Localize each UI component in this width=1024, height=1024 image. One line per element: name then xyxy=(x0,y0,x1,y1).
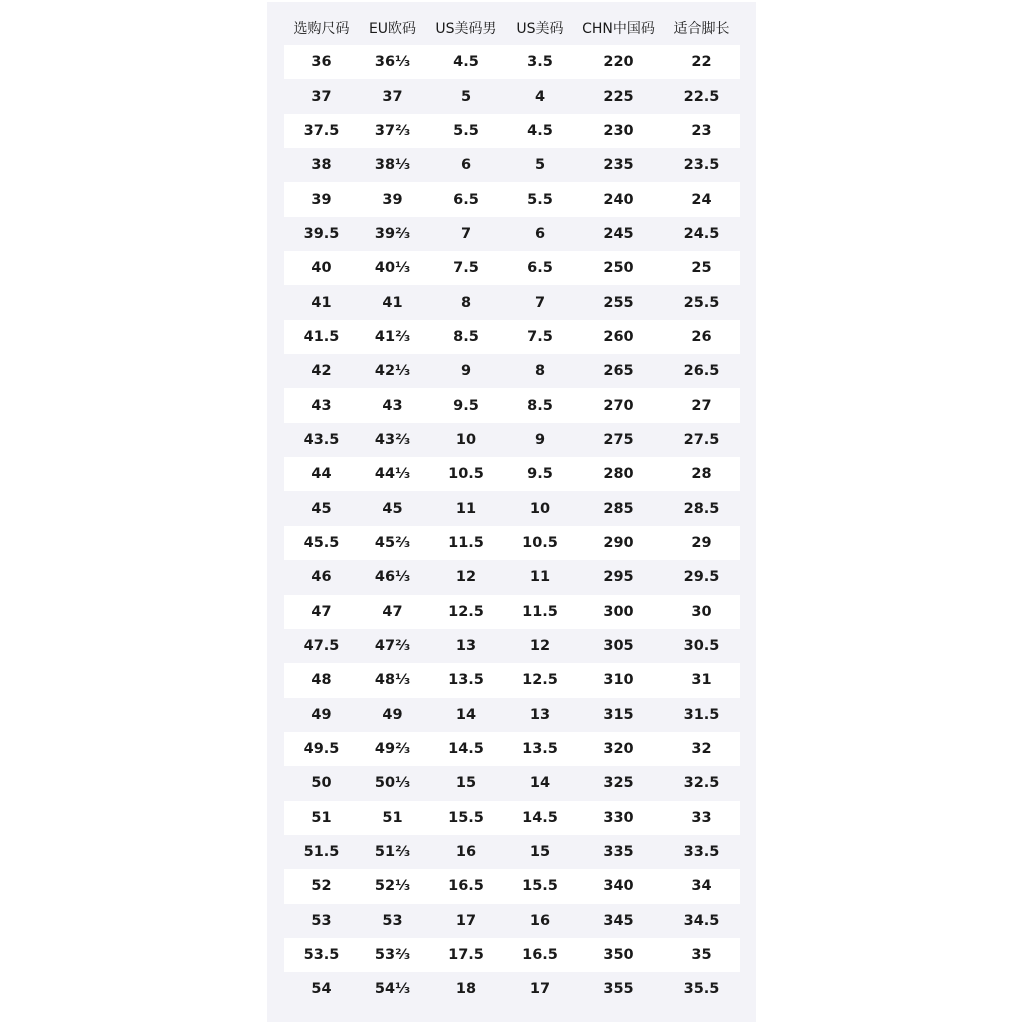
cell-us-men-size: 7 xyxy=(460,225,472,242)
cell-chn-size: 260 xyxy=(574,320,663,354)
size-chart-header xyxy=(284,11,740,45)
cell-eu-size: 51 xyxy=(359,801,426,835)
cell-chn-size: 240 xyxy=(574,182,663,216)
cell-us-men-size: 15 xyxy=(455,775,477,792)
cell-eu-size: 51⅔ xyxy=(374,844,411,861)
cell-chn-size: 325 xyxy=(603,775,634,792)
cell-chn-size: 340 xyxy=(574,869,663,903)
cell-foot-length: 35.5 xyxy=(683,981,720,998)
cell-chn-size: 330 xyxy=(574,801,663,835)
cell-us-men-size: 16 xyxy=(455,844,477,861)
cell-us-men-size: 9.5 xyxy=(426,388,506,422)
cell-selected-size: 52 xyxy=(284,869,359,903)
table-row xyxy=(284,285,740,319)
cell-eu-size: 52⅓ xyxy=(359,869,426,903)
cell-eu-size: 54⅓ xyxy=(374,981,411,998)
cell-eu-size: 47⅔ xyxy=(374,638,411,655)
cell-foot-length: 34 xyxy=(663,869,740,903)
cell-eu-size: 48⅓ xyxy=(359,663,426,697)
cell-us-size: 5.5 xyxy=(506,182,574,216)
cell-selected-size: 46 xyxy=(311,569,332,586)
cell-selected-size: 43.5 xyxy=(303,431,340,448)
cell-us-size: 15 xyxy=(529,844,551,861)
cell-selected-size: 50 xyxy=(311,775,332,792)
header-eu-size: EU欧码 xyxy=(368,21,417,37)
size-chart-body xyxy=(284,45,740,1007)
cell-selected-size: 43 xyxy=(284,388,359,422)
cell-selected-size: 42 xyxy=(311,363,332,380)
cell-selected-size: 53 xyxy=(311,912,332,929)
cell-us-size: 15.5 xyxy=(506,869,574,903)
cell-us-size: 5 xyxy=(534,157,546,174)
cell-us-men-size: 5.5 xyxy=(426,114,506,148)
cell-us-size: 16.5 xyxy=(506,938,574,972)
cell-us-men-size: 14.5 xyxy=(426,732,506,766)
cell-us-men-size: 14 xyxy=(455,706,477,723)
table-row xyxy=(284,114,740,148)
size-chart-panel xyxy=(267,2,756,1022)
table-row xyxy=(284,457,740,491)
cell-us-size: 17 xyxy=(529,981,551,998)
cell-us-men-size: 17 xyxy=(455,912,477,929)
cell-eu-size: 53⅔ xyxy=(359,938,426,972)
cell-foot-length: 26 xyxy=(663,320,740,354)
cell-foot-length: 25 xyxy=(663,251,740,285)
table-row xyxy=(284,217,740,251)
cell-us-size: 9 xyxy=(534,431,546,448)
cell-chn-size: 270 xyxy=(574,388,663,422)
cell-foot-length: 32.5 xyxy=(683,775,720,792)
cell-selected-size: 51.5 xyxy=(303,844,340,861)
cell-us-men-size: 10 xyxy=(455,431,477,448)
table-row xyxy=(284,79,740,113)
cell-us-men-size: 12 xyxy=(455,569,477,586)
cell-chn-size: 345 xyxy=(603,912,634,929)
cell-selected-size: 39.5 xyxy=(303,225,340,242)
cell-us-size: 4 xyxy=(534,88,546,105)
table-row xyxy=(284,354,740,388)
table-row xyxy=(284,766,740,800)
cell-foot-length: 34.5 xyxy=(683,912,720,929)
cell-eu-size: 37 xyxy=(382,88,403,105)
header-chn-size: CHN中国码 xyxy=(582,21,655,37)
table-row xyxy=(284,835,740,869)
cell-selected-size: 49.5 xyxy=(284,732,359,766)
table-row xyxy=(284,320,740,354)
cell-foot-length: 30.5 xyxy=(683,638,720,655)
cell-chn-size: 300 xyxy=(574,595,663,629)
cell-us-size: 6.5 xyxy=(506,251,574,285)
size-chart-table xyxy=(284,11,740,1007)
cell-eu-size: 53 xyxy=(382,912,403,929)
cell-us-men-size: 6.5 xyxy=(426,182,506,216)
table-row xyxy=(284,904,740,938)
cell-eu-size: 40⅓ xyxy=(359,251,426,285)
cell-selected-size: 41 xyxy=(311,294,332,311)
cell-eu-size: 36⅓ xyxy=(359,45,426,79)
cell-eu-size: 37⅔ xyxy=(359,114,426,148)
cell-us-men-size: 10.5 xyxy=(426,457,506,491)
cell-eu-size: 49⅔ xyxy=(359,732,426,766)
cell-eu-size: 43⅔ xyxy=(374,431,411,448)
cell-chn-size: 280 xyxy=(574,457,663,491)
cell-us-men-size: 7.5 xyxy=(426,251,506,285)
cell-foot-length: 24.5 xyxy=(683,225,720,242)
cell-selected-size: 37 xyxy=(311,88,332,105)
cell-us-men-size: 18 xyxy=(455,981,477,998)
cell-foot-length: 30 xyxy=(663,595,740,629)
cell-foot-length: 27 xyxy=(663,388,740,422)
cell-foot-length: 28 xyxy=(663,457,740,491)
cell-chn-size: 220 xyxy=(574,45,663,79)
cell-chn-size: 290 xyxy=(574,526,663,560)
cell-us-size: 11 xyxy=(529,569,551,586)
cell-us-size: 14.5 xyxy=(506,801,574,835)
cell-chn-size: 355 xyxy=(603,981,634,998)
table-row xyxy=(284,698,740,732)
cell-us-size: 12.5 xyxy=(506,663,574,697)
cell-foot-length: 23 xyxy=(663,114,740,148)
cell-us-size: 12 xyxy=(529,638,551,655)
cell-foot-length: 32 xyxy=(663,732,740,766)
table-row xyxy=(284,182,740,216)
cell-foot-length: 25.5 xyxy=(683,294,720,311)
table-row xyxy=(284,869,740,903)
cell-chn-size: 225 xyxy=(603,88,634,105)
cell-selected-size: 36 xyxy=(284,45,359,79)
cell-us-men-size: 16.5 xyxy=(426,869,506,903)
cell-chn-size: 295 xyxy=(603,569,634,586)
cell-foot-length: 33.5 xyxy=(683,844,720,861)
cell-foot-length: 33 xyxy=(663,801,740,835)
cell-foot-length: 24 xyxy=(663,182,740,216)
cell-eu-size: 45⅔ xyxy=(359,526,426,560)
table-row xyxy=(284,148,740,182)
cell-foot-length: 23.5 xyxy=(683,157,720,174)
cell-eu-size: 39 xyxy=(359,182,426,216)
cell-us-men-size: 15.5 xyxy=(426,801,506,835)
cell-chn-size: 350 xyxy=(574,938,663,972)
cell-chn-size: 255 xyxy=(603,294,634,311)
cell-chn-size: 235 xyxy=(603,157,634,174)
table-row xyxy=(284,423,740,457)
cell-foot-length: 28.5 xyxy=(683,500,720,517)
cell-chn-size: 305 xyxy=(603,638,634,655)
cell-selected-size: 40 xyxy=(284,251,359,285)
cell-eu-size: 43 xyxy=(359,388,426,422)
table-row xyxy=(284,491,740,525)
table-row xyxy=(284,663,740,697)
header-selected-size: 选购尺码 xyxy=(293,21,350,37)
cell-foot-length: 22 xyxy=(663,45,740,79)
cell-us-men-size: 9 xyxy=(460,363,472,380)
table-row xyxy=(284,595,740,629)
cell-us-size: 10 xyxy=(529,500,551,517)
cell-foot-length: 31 xyxy=(663,663,740,697)
cell-chn-size: 315 xyxy=(603,706,634,723)
cell-eu-size: 41 xyxy=(382,294,403,311)
header-us-men-size: US美码男 xyxy=(435,21,497,37)
cell-selected-size: 45.5 xyxy=(284,526,359,560)
cell-us-men-size: 11 xyxy=(455,500,477,517)
table-row xyxy=(284,560,740,594)
cell-us-men-size: 8 xyxy=(460,294,472,311)
table-row xyxy=(284,732,740,766)
cell-us-size: 4.5 xyxy=(506,114,574,148)
cell-selected-size: 44 xyxy=(284,457,359,491)
cell-chn-size: 320 xyxy=(574,732,663,766)
cell-eu-size: 49 xyxy=(382,706,403,723)
cell-us-men-size: 6 xyxy=(460,157,472,174)
header-row xyxy=(284,11,740,45)
table-row xyxy=(284,972,740,1006)
cell-eu-size: 39⅔ xyxy=(374,225,411,242)
table-row xyxy=(284,801,740,835)
cell-selected-size: 51 xyxy=(284,801,359,835)
cell-us-size: 13.5 xyxy=(506,732,574,766)
table-row xyxy=(284,251,740,285)
table-row xyxy=(284,388,740,422)
cell-eu-size: 44⅓ xyxy=(359,457,426,491)
cell-us-size: 3.5 xyxy=(506,45,574,79)
cell-us-men-size: 17.5 xyxy=(426,938,506,972)
cell-us-men-size: 13.5 xyxy=(426,663,506,697)
cell-selected-size: 47 xyxy=(284,595,359,629)
cell-chn-size: 250 xyxy=(574,251,663,285)
cell-foot-length: 27.5 xyxy=(683,431,720,448)
cell-us-size: 16 xyxy=(529,912,551,929)
cell-foot-length: 29.5 xyxy=(683,569,720,586)
cell-eu-size: 47 xyxy=(359,595,426,629)
cell-foot-length: 29 xyxy=(663,526,740,560)
cell-selected-size: 48 xyxy=(284,663,359,697)
cell-chn-size: 230 xyxy=(574,114,663,148)
cell-us-men-size: 13 xyxy=(455,638,477,655)
cell-chn-size: 310 xyxy=(574,663,663,697)
cell-eu-size: 45 xyxy=(382,500,403,517)
cell-selected-size: 39 xyxy=(284,182,359,216)
header-us-size: US美码 xyxy=(516,21,564,37)
table-row xyxy=(284,45,740,79)
cell-chn-size: 335 xyxy=(603,844,634,861)
cell-eu-size: 50⅓ xyxy=(374,775,411,792)
cell-eu-size: 41⅔ xyxy=(359,320,426,354)
cell-us-size: 9.5 xyxy=(506,457,574,491)
cell-us-men-size: 5 xyxy=(460,88,472,105)
cell-selected-size: 54 xyxy=(311,981,332,998)
cell-foot-length: 31.5 xyxy=(683,706,720,723)
cell-us-size: 7 xyxy=(534,294,546,311)
cell-foot-length: 35 xyxy=(663,938,740,972)
cell-foot-length: 22.5 xyxy=(683,88,720,105)
header-foot-length: 适合脚长 xyxy=(673,21,730,37)
table-row xyxy=(284,629,740,663)
cell-us-size: 8.5 xyxy=(506,388,574,422)
cell-us-men-size: 11.5 xyxy=(426,526,506,560)
cell-chn-size: 285 xyxy=(603,500,634,517)
cell-us-size: 7.5 xyxy=(506,320,574,354)
cell-us-size: 14 xyxy=(529,775,551,792)
cell-foot-length: 26.5 xyxy=(683,363,720,380)
cell-chn-size: 275 xyxy=(603,431,634,448)
cell-selected-size: 37.5 xyxy=(284,114,359,148)
cell-us-men-size: 12.5 xyxy=(426,595,506,629)
cell-us-size: 11.5 xyxy=(506,595,574,629)
cell-eu-size: 46⅓ xyxy=(374,569,411,586)
cell-selected-size: 41.5 xyxy=(284,320,359,354)
cell-selected-size: 49 xyxy=(311,706,332,723)
cell-us-size: 13 xyxy=(529,706,551,723)
cell-selected-size: 45 xyxy=(311,500,332,517)
cell-selected-size: 53.5 xyxy=(284,938,359,972)
cell-eu-size: 42⅓ xyxy=(374,363,411,380)
cell-selected-size: 47.5 xyxy=(303,638,340,655)
cell-us-size: 6 xyxy=(534,225,546,242)
table-row xyxy=(284,938,740,972)
cell-us-size: 10.5 xyxy=(506,526,574,560)
cell-us-men-size: 8.5 xyxy=(426,320,506,354)
cell-us-size: 8 xyxy=(534,363,546,380)
cell-selected-size: 38 xyxy=(311,157,332,174)
cell-us-men-size: 4.5 xyxy=(426,45,506,79)
cell-chn-size: 245 xyxy=(603,225,634,242)
cell-chn-size: 265 xyxy=(603,363,634,380)
cell-eu-size: 38⅓ xyxy=(374,157,411,174)
table-row xyxy=(284,526,740,560)
